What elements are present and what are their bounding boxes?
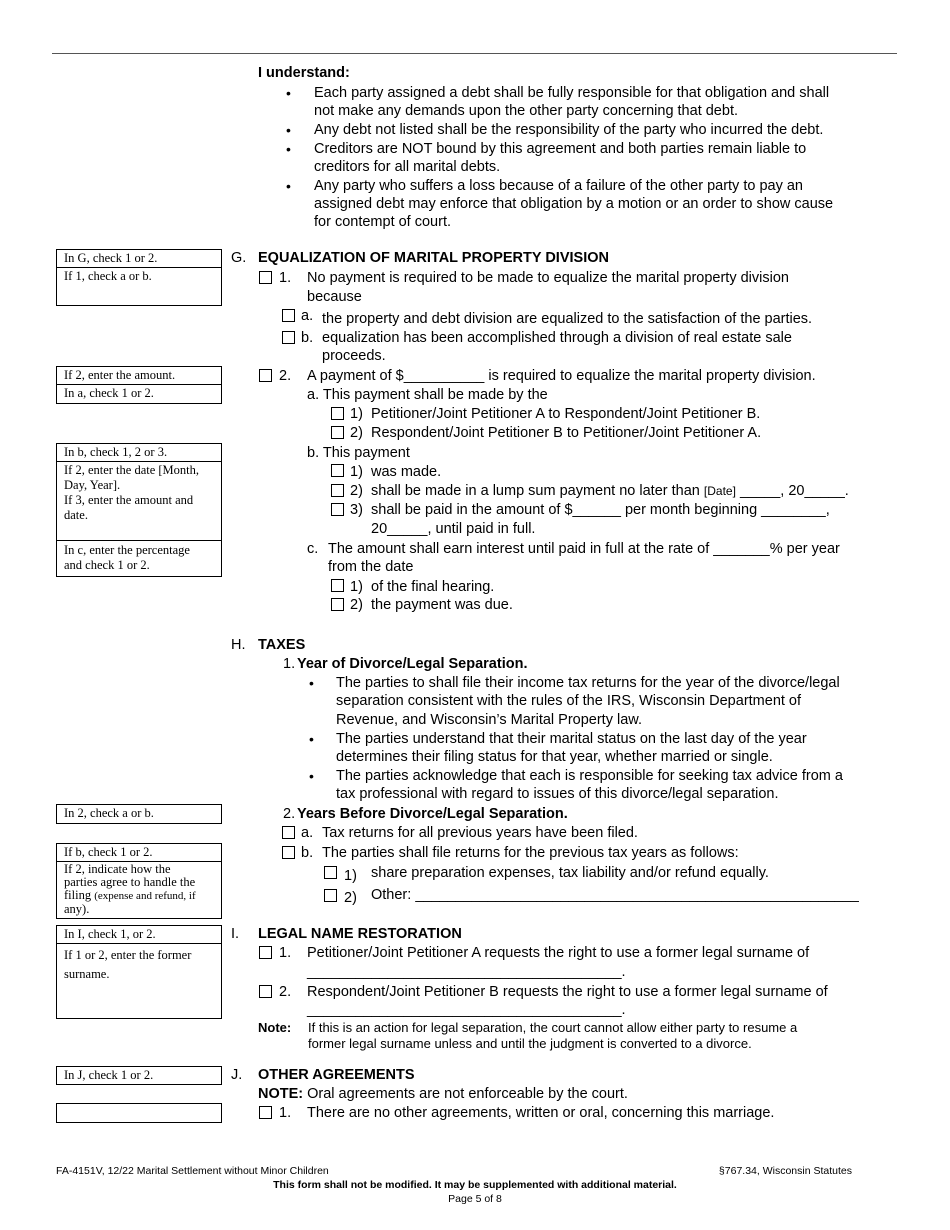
instruction-text-group — [57, 861, 221, 917]
g2b2-date-blank[interactable]: _____, 20_____. — [739, 483, 849, 499]
h1-title: Year of Divorce/Legal Separation. — [297, 656, 528, 672]
instruction-box-hb — [56, 843, 222, 919]
understand-bullet-4-line-1: Any party who suffers a loss because of a failure of the other party to pay an — [314, 178, 803, 194]
h2b-text: The parties shall file returns for the previous tax years as follows: — [322, 845, 739, 861]
h2a-text: Tax returns for all previous years have been filed. — [322, 825, 638, 841]
h2b1-number: 1) — [344, 868, 357, 884]
instruction-box-g — [56, 249, 222, 306]
i2-text: Respondent/Joint Petitioner B requests the right to use a former legal surname of — [307, 984, 828, 1000]
section-h-letter: H. — [231, 637, 246, 653]
g2b1-checkbox[interactable] — [331, 464, 344, 477]
g2b1-text: was made. — [371, 464, 442, 480]
g2c-text-line-1: The amount shall earn interest until paid in full at the rate of _______% per year — [328, 541, 840, 557]
top-rule — [52, 53, 897, 54]
i2-surname-field[interactable]: _______________________________________. — [307, 1002, 626, 1018]
date-hint: [Date] — [703, 484, 736, 498]
instruction-text: In a, check 1 or 2. — [57, 384, 221, 402]
g2a-heading: a. This payment shall be made by the — [307, 387, 548, 403]
footer-form-id: FA-4151V, 12/22 Marital Settlement without Minor Children — [56, 1165, 329, 1177]
j1-checkbox[interactable] — [259, 1106, 272, 1119]
h1-bullet-3-line-1: The parties acknowledge that each is responsible for seeking tax advice from a — [336, 768, 843, 784]
g2b1-number: 1) — [350, 464, 363, 480]
section-g-title: EQUALIZATION OF MARITAL PROPERTY DIVISION — [258, 250, 609, 266]
understand-bullet-1-line-1: Each party assigned a debt shall be fully responsible for that obligation and shall — [314, 85, 830, 101]
section-j-letter: J. — [231, 1067, 243, 1083]
i1-text: Petitioner/Joint Petitioner A requests the right to use a former legal surname of — [307, 945, 810, 961]
h1-bullet-1-line-1: The parties to shall file their income tax returns for the year of the divorce/legal — [336, 675, 840, 691]
bullet-icon: • — [309, 731, 314, 747]
h1-bullet-2-line-2: determines their filing status for that year, whether married or single. — [336, 749, 773, 765]
h2a-label: a. — [301, 825, 314, 841]
instruction-text: In G, check 1 or 2. — [64, 251, 158, 265]
i2-checkbox[interactable] — [259, 985, 272, 998]
instruction-text: If 1, check a or b. — [57, 267, 221, 285]
g1b-text-line-1: equalization has been accomplished through a division of real estate sale — [322, 330, 792, 346]
instruction-text: (expense and refund, if — [94, 890, 196, 902]
h2b2-other-field[interactable]: Other: _______________________________________________________ — [371, 887, 859, 903]
g1b-text-line-2: proceeds. — [322, 348, 386, 364]
j-note-label: NOTE: — [258, 1086, 304, 1102]
instruction-text: filing — [64, 888, 92, 902]
h2b-checkbox[interactable] — [282, 846, 295, 859]
i-note-line-1: If this is an action for legal separation, the court cannot allow either party to resume a — [308, 1020, 798, 1035]
g1-checkbox[interactable] — [259, 271, 272, 284]
instruction-text: In I, check 1, or 2. — [64, 927, 156, 941]
instruction-text: In J, check 1 or 2. — [64, 1068, 154, 1082]
bullet-icon: • — [286, 178, 291, 194]
i1-checkbox[interactable] — [259, 946, 272, 959]
h2-number: 2. — [283, 806, 296, 822]
instruction-text: Day, Year]. — [64, 478, 121, 492]
i1-number: 1. — [279, 945, 292, 961]
g2c2-checkbox[interactable] — [331, 598, 344, 611]
i2-number: 2. — [279, 984, 292, 1000]
blank-instruction-box — [56, 1103, 222, 1123]
g2c-text-line-2: from the date — [328, 559, 414, 575]
g2c2-number: 2) — [350, 597, 363, 613]
g2c1-checkbox[interactable] — [331, 579, 344, 592]
footer-statute: §767.34, Wisconsin Statutes — [718, 1165, 852, 1177]
understand-heading: I understand: — [258, 65, 350, 81]
i-note-line-2: former legal surname unless and until the judgment is converted to a divorce. — [308, 1036, 752, 1051]
h2b2-number: 2) — [344, 890, 357, 906]
instruction-text: and check 1 or 2. — [64, 558, 150, 572]
instruction-text-group — [57, 943, 221, 985]
instruction-text: If 2, indicate how the — [64, 862, 171, 876]
instruction-text: If b, check 1 or 2. — [64, 845, 153, 859]
understand-bullet-3-line-1: Creditors are NOT bound by this agreement and both parties remain liable to — [314, 141, 807, 157]
g1a-checkbox[interactable] — [282, 309, 295, 322]
g2-number: 2. — [279, 368, 292, 384]
g2a1-number: 1) — [350, 406, 363, 422]
instruction-box-g2 — [56, 366, 222, 404]
instruction-box-i — [56, 925, 222, 1019]
section-i-letter: I. — [231, 926, 240, 942]
g2b3-text-line-1: shall be paid in the amount of $______ per month beginning ________, — [371, 502, 830, 518]
j1-number: 1. — [279, 1105, 292, 1121]
bullet-icon: • — [286, 85, 291, 101]
i1-surname-field[interactable]: _______________________________________. — [307, 964, 626, 980]
instruction-text: date. — [64, 508, 88, 522]
h2b1-checkbox[interactable] — [324, 866, 337, 879]
footer-notice: This form shall not be modified. It may be supplemented with additional material. — [273, 1179, 677, 1191]
h1-bullet-2-line-1: The parties understand that their marital status on the last day of the year — [336, 731, 807, 747]
g2c-label: c. — [307, 541, 319, 557]
j-note-text: Oral agreements are not enforceable by the court. — [307, 1086, 628, 1102]
section-g-letter: G. — [231, 250, 247, 266]
instruction-text: If 1 or 2, enter the former — [64, 948, 192, 962]
g1b-checkbox[interactable] — [282, 331, 295, 344]
instruction-text: In 2, check a or b. — [64, 806, 154, 820]
bullet-icon: • — [286, 122, 291, 138]
g1a-text: the property and debt division are equalized to the satisfaction of the parties. — [322, 311, 813, 327]
g2c1-text: of the final hearing. — [371, 579, 495, 595]
instruction-text-group — [57, 540, 221, 574]
g2b2-text — [371, 482, 849, 500]
g2c1-number: 1) — [350, 579, 363, 595]
instruction-text: If 3, enter the amount and — [64, 493, 194, 507]
instruction-text: If 2, enter the amount. — [64, 368, 176, 382]
h2a-checkbox[interactable] — [282, 826, 295, 839]
g1a-label: a. — [301, 308, 314, 324]
j-note — [258, 1085, 628, 1103]
g2b-heading: b. This payment — [307, 445, 410, 461]
g2b3-number: 3) — [350, 502, 363, 518]
footer-page-number: Page 5 of 8 — [448, 1193, 502, 1205]
j1-text: There are no other agreements, written or oral, concerning this marriage. — [307, 1105, 775, 1121]
instruction-text: If 2, enter the date [Month, — [64, 463, 200, 477]
g1-text-line-1: No payment is required to be made to equalize the marital property division — [307, 270, 789, 286]
section-j-title: OTHER AGREEMENTS — [258, 1067, 415, 1083]
g1-number: 1. — [279, 270, 292, 286]
g2b2-text-main: shall be made in a lump sum payment no later than — [371, 483, 700, 499]
g2c2-text: the payment was due. — [371, 597, 513, 613]
g2a2-checkbox[interactable] — [331, 426, 344, 439]
understand-bullet-1-line-2: not make any demands upon the other party concerning that debt. — [314, 103, 738, 119]
h2-title: Years Before Divorce/Legal Separation. — [297, 806, 568, 822]
instruction-text: surname. — [64, 967, 110, 981]
bullet-icon: • — [309, 768, 314, 784]
h2b-label: b. — [301, 845, 314, 861]
g1b-label: b. — [301, 330, 314, 346]
h1-bullet-1-line-2: separation consistent with the rules of the IRS, Wisconsin Department of — [336, 693, 802, 709]
section-h-title: TAXES — [258, 637, 306, 653]
instruction-text: In c, enter the percentage — [64, 543, 190, 557]
g2b3-text-line-2: 20_____, until paid in full. — [371, 521, 536, 537]
g2a1-checkbox[interactable] — [331, 407, 344, 420]
h1-bullet-1-line-3: Revenue, and Wisconsin’s Marital Property law. — [336, 712, 642, 728]
understand-bullet-4-line-3: for contempt of court. — [314, 214, 452, 230]
instruction-text: any). — [64, 902, 90, 916]
g2a1-text: Petitioner/Joint Petitioner A to Respondent/Joint Petitioner B. — [371, 406, 761, 422]
h1-bullet-3-line-2: tax professional with regard to issues of this divorce/legal separation. — [336, 786, 779, 802]
instruction-text: In b, check 1, 2 or 3. — [64, 445, 168, 459]
instruction-text-group — [57, 461, 221, 540]
g2b2-checkbox[interactable] — [331, 484, 344, 497]
understand-bullet-2: Any debt not listed shall be the responsibility of the party who incurred the debt. — [314, 122, 824, 138]
g2b2-number: 2) — [350, 483, 363, 499]
h2b2-checkbox[interactable] — [324, 889, 337, 902]
g2b3-checkbox[interactable] — [331, 503, 344, 516]
g2-checkbox[interactable] — [259, 369, 272, 382]
h2b1-text: share preparation expenses, tax liability and/or refund equally. — [371, 865, 769, 881]
g2-text: A payment of $__________ is required to equalize the marital property division. — [307, 368, 816, 384]
instruction-box-h2 — [56, 804, 222, 824]
g2a2-text: Respondent/Joint Petitioner B to Petitioner/Joint Petitioner A. — [371, 425, 762, 441]
understand-bullet-4-line-2: assigned debt may enforce that obligation by a motion or an order to show cause — [314, 196, 834, 212]
bullet-icon: • — [309, 675, 314, 691]
g1-text-line-2: because — [307, 289, 362, 305]
h1-number: 1. — [283, 656, 296, 672]
bullet-icon: • — [286, 141, 291, 157]
g2a2-number: 2) — [350, 425, 363, 441]
i-note-label: Note: — [258, 1020, 292, 1035]
section-i-title: LEGAL NAME RESTORATION — [258, 926, 462, 942]
instruction-text: parties agree to handle the — [64, 875, 196, 889]
instruction-box-gb — [56, 443, 222, 577]
understand-bullet-3-line-2: creditors for all marital debts. — [314, 159, 501, 175]
instruction-box-j — [56, 1066, 222, 1085]
